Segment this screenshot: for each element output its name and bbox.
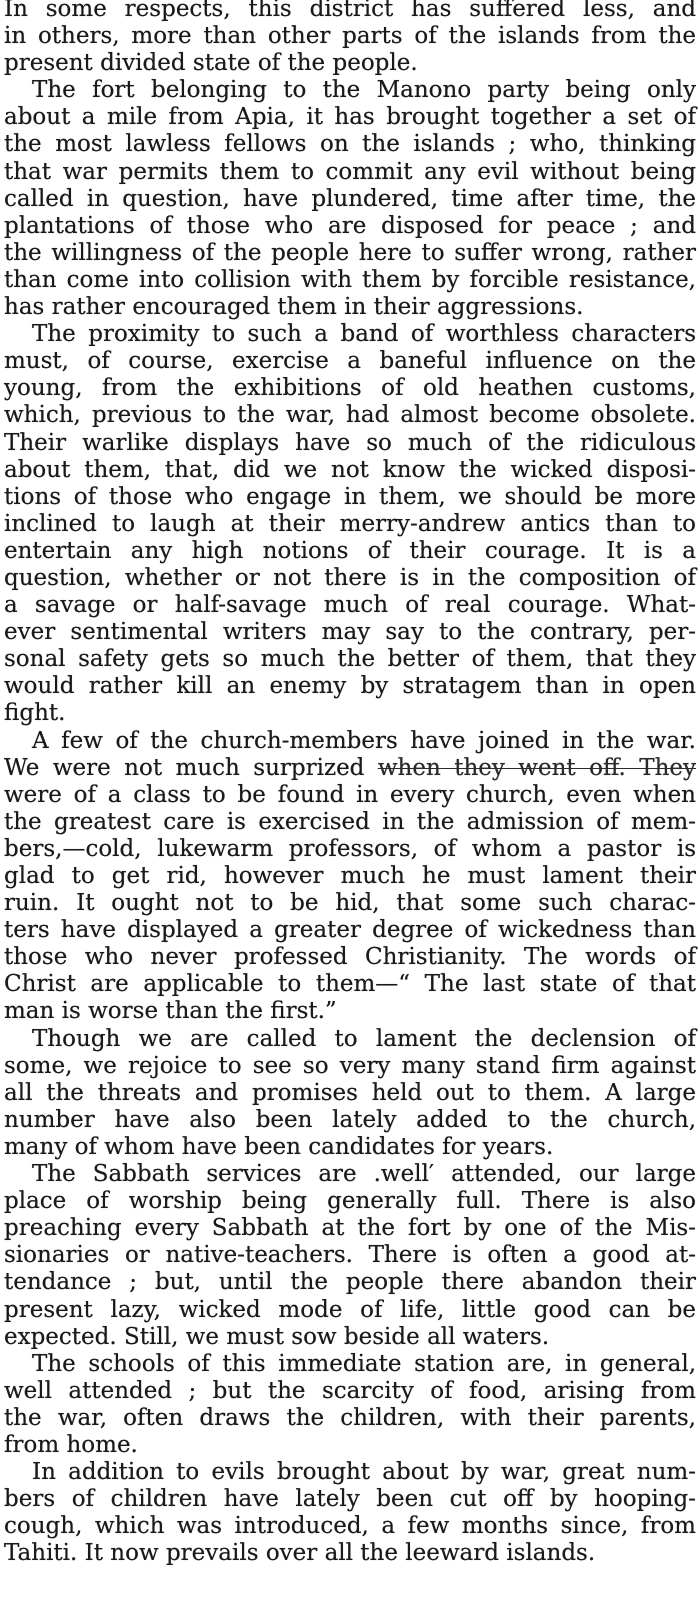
text-line: fight. (4, 700, 66, 727)
text-line: were of a class to be found in every church, even when (4, 781, 696, 808)
text-line: place of worship being generally full. There is also (4, 1188, 696, 1215)
text-line: In addition to evils brought about by war, great num- (32, 1459, 696, 1486)
text-line: The fort belonging to the Manono party being only (32, 77, 696, 104)
text-line: the willingness of the people here to suffer wrong, rather (4, 239, 696, 266)
text-line: has rather encouraged them in their aggressions. (4, 294, 584, 321)
paragraph-4 (4, 728, 696, 1026)
text-line: some, we rejoice to see so very many stand firm against (4, 1052, 696, 1079)
text-line: ruin. It ought not to be hid, that some such charac- (4, 890, 696, 917)
paragraph-5 (4, 1026, 696, 1161)
text-line: from home. (4, 1431, 138, 1458)
text-line: which, previous to the war, had almost become obsolete. (4, 402, 696, 429)
text-line: well attended ; but the scarcity of food, arising from (4, 1377, 696, 1404)
text-line: called in question, have plundered, time after time, the (4, 185, 696, 212)
line-text: We were not much surprized (4, 754, 378, 781)
paragraph-2 (4, 77, 696, 321)
text-line: present divided state of the people. (4, 50, 418, 77)
text-line: ters have displayed a greater degree of wickedness than (4, 917, 696, 944)
text-line: a savage or half-savage much of real courage. What- (4, 592, 696, 619)
paragraph-7 (4, 1351, 696, 1459)
text-line: question, whether or not there is in the composition of (4, 564, 696, 591)
text-line: present lazy, wicked mode of life, little good can be (4, 1296, 696, 1323)
text-line: Christ are applicable to them—“ The last state of that (4, 971, 696, 998)
text-line: about a mile from Apia, it has brought together a set of (4, 104, 696, 131)
text-line: sonal safety gets so much the better of them, that they (4, 646, 696, 673)
struck-text-line (4, 755, 696, 782)
text-line: The proximity to such a band of worthless characters (32, 321, 696, 348)
text-line: tions of those who engage in them, we should be more (4, 483, 696, 510)
text-line: Their warlike displays have so much of the ridiculous (4, 429, 696, 456)
text-line: The schools of this immediate station are, in general, (32, 1350, 696, 1377)
text-line: the greatest care is exercised in the admission of mem- (4, 808, 696, 835)
text-line: Though we are called to lament the declension of (32, 1025, 696, 1052)
text-line: plantations of those who are disposed for peace ; and (4, 212, 696, 239)
text-line: bers of children have lately been cut off by hooping- (4, 1486, 696, 1513)
text-line: Tahiti. It now prevails over all the leeward islands. (4, 1540, 596, 1567)
text-line: glad to get rid, however much he must lament their (4, 863, 696, 889)
text-line: bers,—cold, lukewarm professors, of whom a pastor is (4, 835, 696, 862)
text-line: the most lawless fellows on the islands ; who, thinking (4, 131, 696, 158)
text-line: those who never professed Christianity. The words of (4, 944, 696, 971)
document-page (4, 0, 696, 1567)
text-line: A few of the church-members have joined in the war. (32, 727, 696, 754)
text-line: tendance ; but, until the people there abandon their (4, 1269, 696, 1296)
text-line: many of whom have been candidates for years. (4, 1133, 554, 1160)
text-line: man is worse than the first.” (4, 998, 337, 1025)
paragraph-6 (4, 1161, 696, 1351)
text-line: In some respects, this district has suffered less, and (4, 0, 696, 22)
text-line: ever sentimental writers may say to the contrary, per- (4, 619, 696, 646)
text-line: number have also been lately added to the church, (4, 1106, 696, 1133)
text-line: cough, which was introduced, a few months since, from (4, 1513, 696, 1540)
text-line: young, from the exhibitions of old heathen customs, (4, 375, 696, 402)
text-line: preaching every Sabbath at the fort by one of the Mis- (4, 1215, 696, 1242)
text-line: in others, more than other parts of the islands from the (4, 23, 696, 50)
text-line: expected. Still, we must sow beside all waters. (4, 1323, 550, 1350)
text-line: than come into collision with them by forcible resistance, (4, 266, 696, 293)
text-line: The Sabbath services are .well′ attended, our large (32, 1161, 696, 1188)
text-line: sionaries or native-teachers. There is often a good at- (4, 1242, 696, 1269)
paragraph-8 (4, 1459, 696, 1567)
paragraph-3 (4, 321, 696, 727)
text-line: must, of course, exercise a baneful influence on the (4, 348, 696, 375)
text-line: inclined to laugh at their merry-andrew antics than to (4, 510, 696, 537)
text-line: all the threats and promises held out to them. A large (4, 1079, 696, 1106)
struck-through-text: when they went off. They (377, 754, 696, 781)
text-line: would rather kill an enemy by stratagem than in open (4, 673, 696, 700)
text-line: the war, often draws the children, with their parents, (4, 1404, 696, 1431)
paragraph-1 (4, 0, 696, 77)
text-line: that war permits them to commit any evil without being (4, 158, 696, 185)
text-line: about them, that, did we not know the wicked disposi- (4, 456, 696, 483)
text-line: entertain any high notions of their courage. It is a (4, 537, 696, 564)
